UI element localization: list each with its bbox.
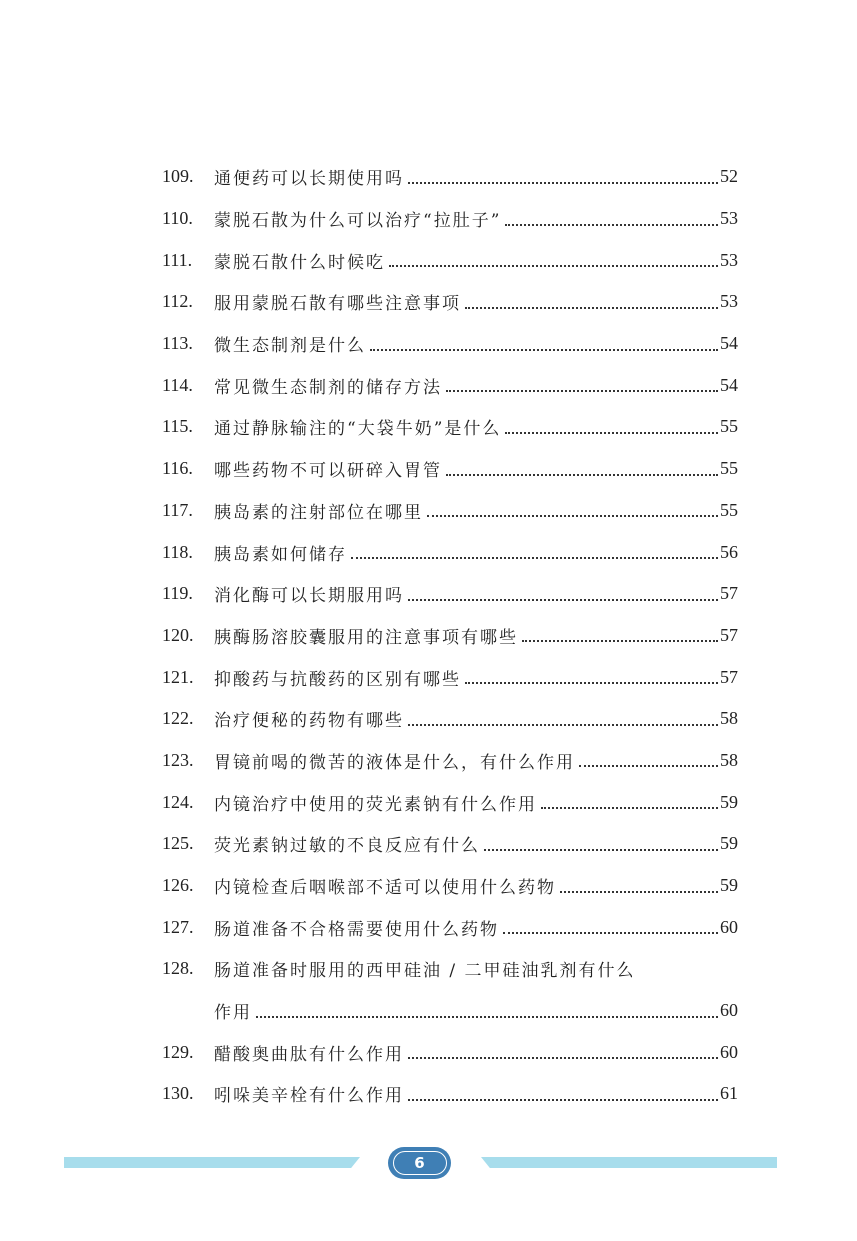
entry-number: 118. — [162, 541, 193, 562]
entry-page: 55 — [720, 416, 738, 437]
entry-title: 消化酶可以长期服用吗 — [214, 586, 404, 607]
entry-number: 120. — [162, 624, 194, 645]
entry-page: 59 — [720, 875, 738, 896]
entry-page: 58 — [720, 708, 738, 729]
toc-entry-123[interactable] — [162, 740, 738, 782]
entry-number: 127. — [162, 916, 194, 937]
footer-bar-right — [481, 1157, 777, 1168]
entry-title: 蒙脱石散什么时候吃 — [214, 252, 385, 273]
toc-entry-117[interactable] — [162, 490, 738, 532]
dot-leader — [522, 640, 718, 642]
entry-title: 醋酸奥曲肽有什么作用 — [214, 1044, 404, 1065]
entry-number: 121. — [162, 666, 194, 687]
entry-title: 服用蒙脱石散有哪些注意事项 — [214, 294, 461, 315]
toc-entry-121[interactable] — [162, 656, 738, 698]
dot-leader — [505, 432, 718, 434]
entry-title: 胃镜前喝的微苦的液体是什么，有什么作用 — [214, 752, 575, 773]
dot-leader — [579, 765, 718, 767]
entry-title: 抑酸药与抗酸药的区别有哪些 — [214, 669, 461, 690]
entry-page: 60 — [720, 1041, 738, 1062]
dot-leader — [370, 349, 718, 351]
dot-leader — [465, 682, 718, 684]
entry-number: 119. — [162, 583, 193, 604]
dot-leader — [408, 724, 718, 726]
entry-page: 61 — [720, 1083, 738, 1104]
entry-title: 胰岛素的注射部位在哪里 — [214, 502, 423, 523]
toc-entry-119[interactable] — [162, 573, 738, 615]
toc-entry-115[interactable] — [162, 406, 738, 448]
dot-leader — [256, 1016, 718, 1018]
dot-leader — [465, 307, 718, 309]
entry-page: 60 — [720, 916, 738, 937]
dot-leader — [446, 474, 718, 476]
entry-title: 肠道准备不合格需要使用什么药物 — [214, 919, 499, 940]
footer-bar-left — [64, 1157, 360, 1168]
entry-page: 53 — [720, 208, 738, 229]
toc-entry-129[interactable] — [162, 1031, 738, 1073]
entry-page: 53 — [720, 249, 738, 270]
toc-entry-120[interactable] — [162, 615, 738, 657]
entry-title: 常见微生态制剂的储存方法 — [214, 377, 442, 398]
toc-entry-122[interactable] — [162, 698, 738, 740]
entry-number: 126. — [162, 875, 194, 896]
entry-number: 130. — [162, 1083, 194, 1104]
toc-entry-110[interactable] — [162, 198, 738, 240]
entry-title: 哪些药物不可以研碎入胃管 — [214, 461, 442, 482]
entry-title: 通便药可以长期使用吗 — [214, 169, 404, 190]
toc-entry-130[interactable] — [162, 1073, 738, 1115]
entry-number: 109. — [162, 166, 194, 187]
entry-title: 内镜检查后咽喉部不适可以使用什么药物 — [214, 878, 556, 899]
dot-leader — [408, 599, 718, 601]
dot-leader — [408, 1099, 718, 1101]
entry-title: 胰酶肠溶胶囊服用的注意事项有哪些 — [214, 627, 518, 648]
entry-page: 54 — [720, 333, 738, 354]
entry-number: 113. — [162, 333, 193, 354]
entry-page: 59 — [720, 833, 738, 854]
entry-number: 123. — [162, 749, 194, 770]
entry-page: 54 — [720, 374, 738, 395]
toc-entry-113[interactable] — [162, 323, 738, 365]
entry-title: 荧光素钠过敏的不良反应有什么 — [214, 836, 480, 857]
dot-leader — [484, 849, 718, 851]
toc-entry-126[interactable] — [162, 865, 738, 907]
entry-number: 111. — [162, 249, 193, 270]
entry-number: 114. — [162, 374, 193, 395]
entry-page: 55 — [720, 499, 738, 520]
page-number-badge — [388, 1147, 451, 1179]
toc-entry-127[interactable] — [162, 906, 738, 948]
entry-page: 57 — [720, 583, 738, 604]
dot-leader — [503, 932, 718, 934]
dot-leader — [446, 390, 718, 392]
toc-entry-109[interactable] — [162, 156, 738, 198]
entry-page: 57 — [720, 624, 738, 645]
toc-entry-112[interactable] — [162, 281, 738, 323]
entry-number: 112. — [162, 291, 193, 312]
toc-entry-114[interactable] — [162, 364, 738, 406]
entry-title-continued: 作用 — [214, 1003, 252, 1024]
entry-title: 微生态制剂是什么 — [214, 336, 366, 357]
entry-title: 肠道准备时服用的西甲硅油 / 二甲硅油乳剂有什么 — [214, 961, 636, 982]
entry-title: 蒙脱石散为什么可以治疗“拉肚子” — [214, 211, 502, 232]
toc-entry-128-continued[interactable] — [162, 990, 738, 1032]
entry-number: 116. — [162, 458, 193, 479]
entry-number: 129. — [162, 1041, 194, 1062]
entry-number: 125. — [162, 833, 194, 854]
entry-number: 122. — [162, 708, 194, 729]
entry-page: 57 — [720, 666, 738, 687]
entry-number: 128. — [162, 958, 194, 979]
dot-leader — [560, 891, 718, 893]
dot-leader — [541, 807, 718, 809]
entry-page: 58 — [720, 749, 738, 770]
dot-leader — [389, 265, 718, 267]
entry-page: 53 — [720, 291, 738, 312]
dot-leader — [408, 182, 718, 184]
entry-number: 110. — [162, 208, 193, 229]
entry-page: 59 — [720, 791, 738, 812]
entry-title: 治疗便秘的药物有哪些 — [214, 711, 404, 732]
page-number: 6 — [393, 1151, 447, 1175]
toc-entry-125[interactable] — [162, 823, 738, 865]
dot-leader — [505, 224, 718, 226]
entry-title: 吲哚美辛栓有什么作用 — [214, 1086, 404, 1107]
toc-entry-116[interactable] — [162, 448, 738, 490]
entry-page: 52 — [720, 166, 738, 187]
entry-number: 117. — [162, 499, 193, 520]
dot-leader — [427, 515, 718, 517]
entry-title: 内镜治疗中使用的荧光素钠有什么作用 — [214, 794, 537, 815]
toc-entry-118[interactable] — [162, 531, 738, 573]
toc-entry-111[interactable] — [162, 239, 738, 281]
entry-page: 55 — [720, 458, 738, 479]
entry-title: 胰岛素如何储存 — [214, 544, 347, 565]
toc-entry-128[interactable] — [162, 948, 738, 990]
dot-leader — [351, 557, 718, 559]
dot-leader — [408, 1057, 718, 1059]
entry-page: 60 — [720, 1000, 738, 1021]
toc-entry-124[interactable] — [162, 781, 738, 823]
entry-number: 124. — [162, 791, 194, 812]
entry-page: 56 — [720, 541, 738, 562]
entry-title: 通过静脉输注的“大袋牛奶”是什么 — [214, 419, 502, 440]
entry-number: 115. — [162, 416, 193, 437]
table-of-contents — [162, 156, 738, 1115]
